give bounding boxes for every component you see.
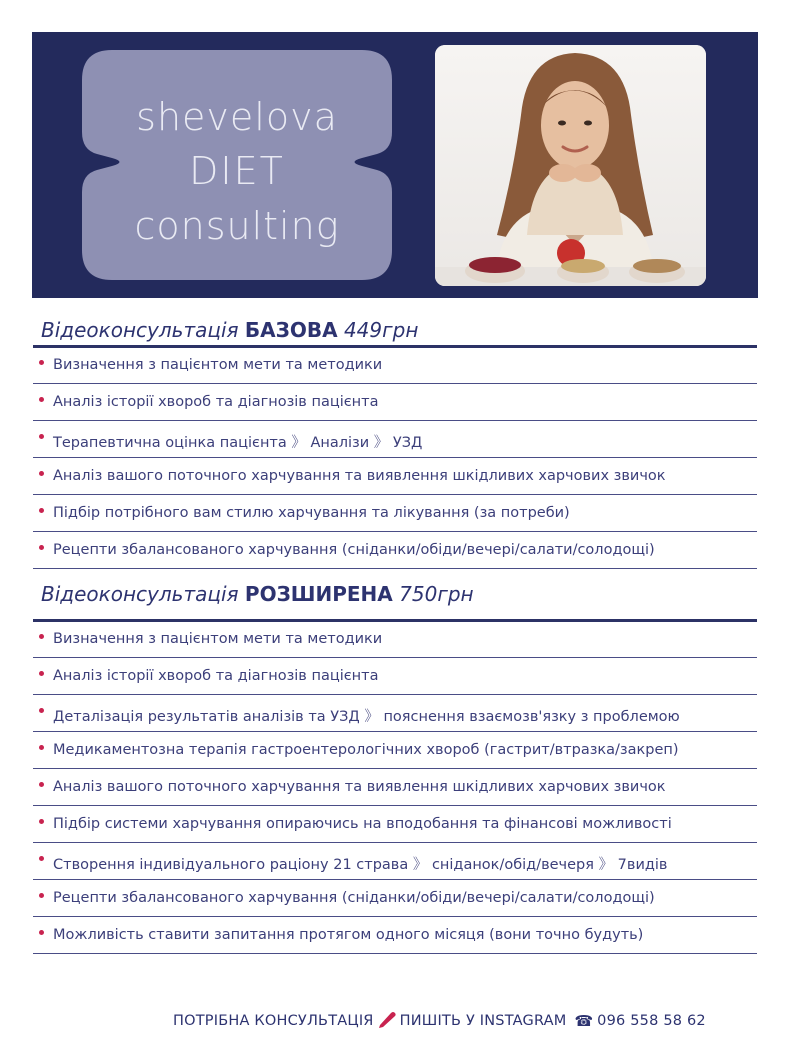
bullet-icon (39, 634, 44, 639)
list-item: Аналіз вашого поточного харчування та виявлення шкідливих харчових звичок (33, 460, 757, 495)
list-item: Деталізація результатів аналізів та УЗД 》 пояснення взаємозв'язку з проблемою (33, 697, 757, 732)
extended-features-list (33, 623, 757, 956)
doctor-portrait-photo (435, 45, 706, 286)
list-item: Підбір системи харчування опираючись на вподобання та фінансові можливості (33, 808, 757, 843)
list-item: Визначення з пацієнтом мети та методики (33, 349, 757, 384)
phone-icon: ☎ (574, 1012, 594, 1030)
list-item: Аналіз історії хвороб та діагнозів пацієнта (33, 660, 757, 695)
header-banner (32, 32, 758, 298)
bullet-icon (39, 471, 44, 476)
extended-title-name: РОЗШИРЕНА (244, 582, 393, 606)
brand-logo (82, 50, 392, 280)
bullet-icon (39, 360, 44, 365)
bullet-icon (39, 745, 44, 750)
footer-contact (173, 1010, 706, 1032)
basic-features-list (33, 349, 757, 571)
footer-cta-text: ПОТРІБНА КОНСУЛЬТАЦІЯ (173, 1013, 374, 1029)
bullet-icon (39, 397, 44, 402)
list-item: Підбір потрібного вам стилю харчування та лікування (за потреби) (33, 497, 757, 532)
list-item: Аналіз історії хвороб та діагнозів пацієнта (33, 386, 757, 421)
basic-section-divider (33, 345, 757, 348)
extended-section-divider (33, 619, 757, 622)
list-item: Медикаментозна терапія гастроентерологічних хвороб (гастрит/втразка/закреп) (33, 734, 757, 769)
bullet-icon (39, 819, 44, 824)
bullet-icon (39, 708, 44, 713)
bullet-icon (39, 856, 44, 861)
bullet-icon (39, 930, 44, 935)
list-item: Визначення з пацієнтом мети та методики (33, 623, 757, 658)
bullet-icon (39, 671, 44, 676)
extended-title-prefix: Відеоконсультація (41, 582, 239, 606)
list-item: Можливість ставити запитання протягом одного місяця (вони точно будуть) (33, 919, 757, 954)
extended-section-title (41, 582, 474, 606)
logo-text-diet: DIET (189, 149, 285, 193)
footer-phone-number[interactable]: 096 558 58 62 (597, 1013, 706, 1029)
bullet-icon (39, 508, 44, 513)
bullet-icon (39, 893, 44, 898)
list-item: Рецепти збалансованого харчування (сніданки/обіди/вечері/салати/солодощі) (33, 534, 757, 569)
list-item: Аналіз вашого поточного харчування та виявлення шкідливих харчових звичок (33, 771, 757, 806)
list-item: Створення індивідуального раціону 21 страва 》 сніданок/обід/вечеря 》 7видів (33, 845, 757, 880)
logo-text-consulting: consulting (134, 204, 340, 248)
footer-instagram-text[interactable]: ПИШІТЬ У INSTAGRAM (399, 1013, 567, 1029)
bullet-icon (39, 545, 44, 550)
basic-title-price: 449грн (343, 318, 419, 342)
pencil-icon (377, 1010, 397, 1032)
basic-title-prefix: Відеоконсультація (41, 318, 239, 342)
basic-section-title (41, 318, 418, 342)
bullet-icon (39, 782, 44, 787)
list-item: Терапевтична оцінка пацієнта 》 Аналізи 》 УЗД (33, 423, 757, 458)
list-item: Рецепти збалансованого харчування (сніданки/обіди/вечері/салати/солодощі) (33, 882, 757, 917)
extended-title-price: 750грн (399, 582, 474, 606)
logo-text-shevelova: shevelova (136, 95, 338, 139)
basic-title-name: БАЗОВА (244, 318, 338, 342)
bullet-icon (39, 434, 44, 439)
